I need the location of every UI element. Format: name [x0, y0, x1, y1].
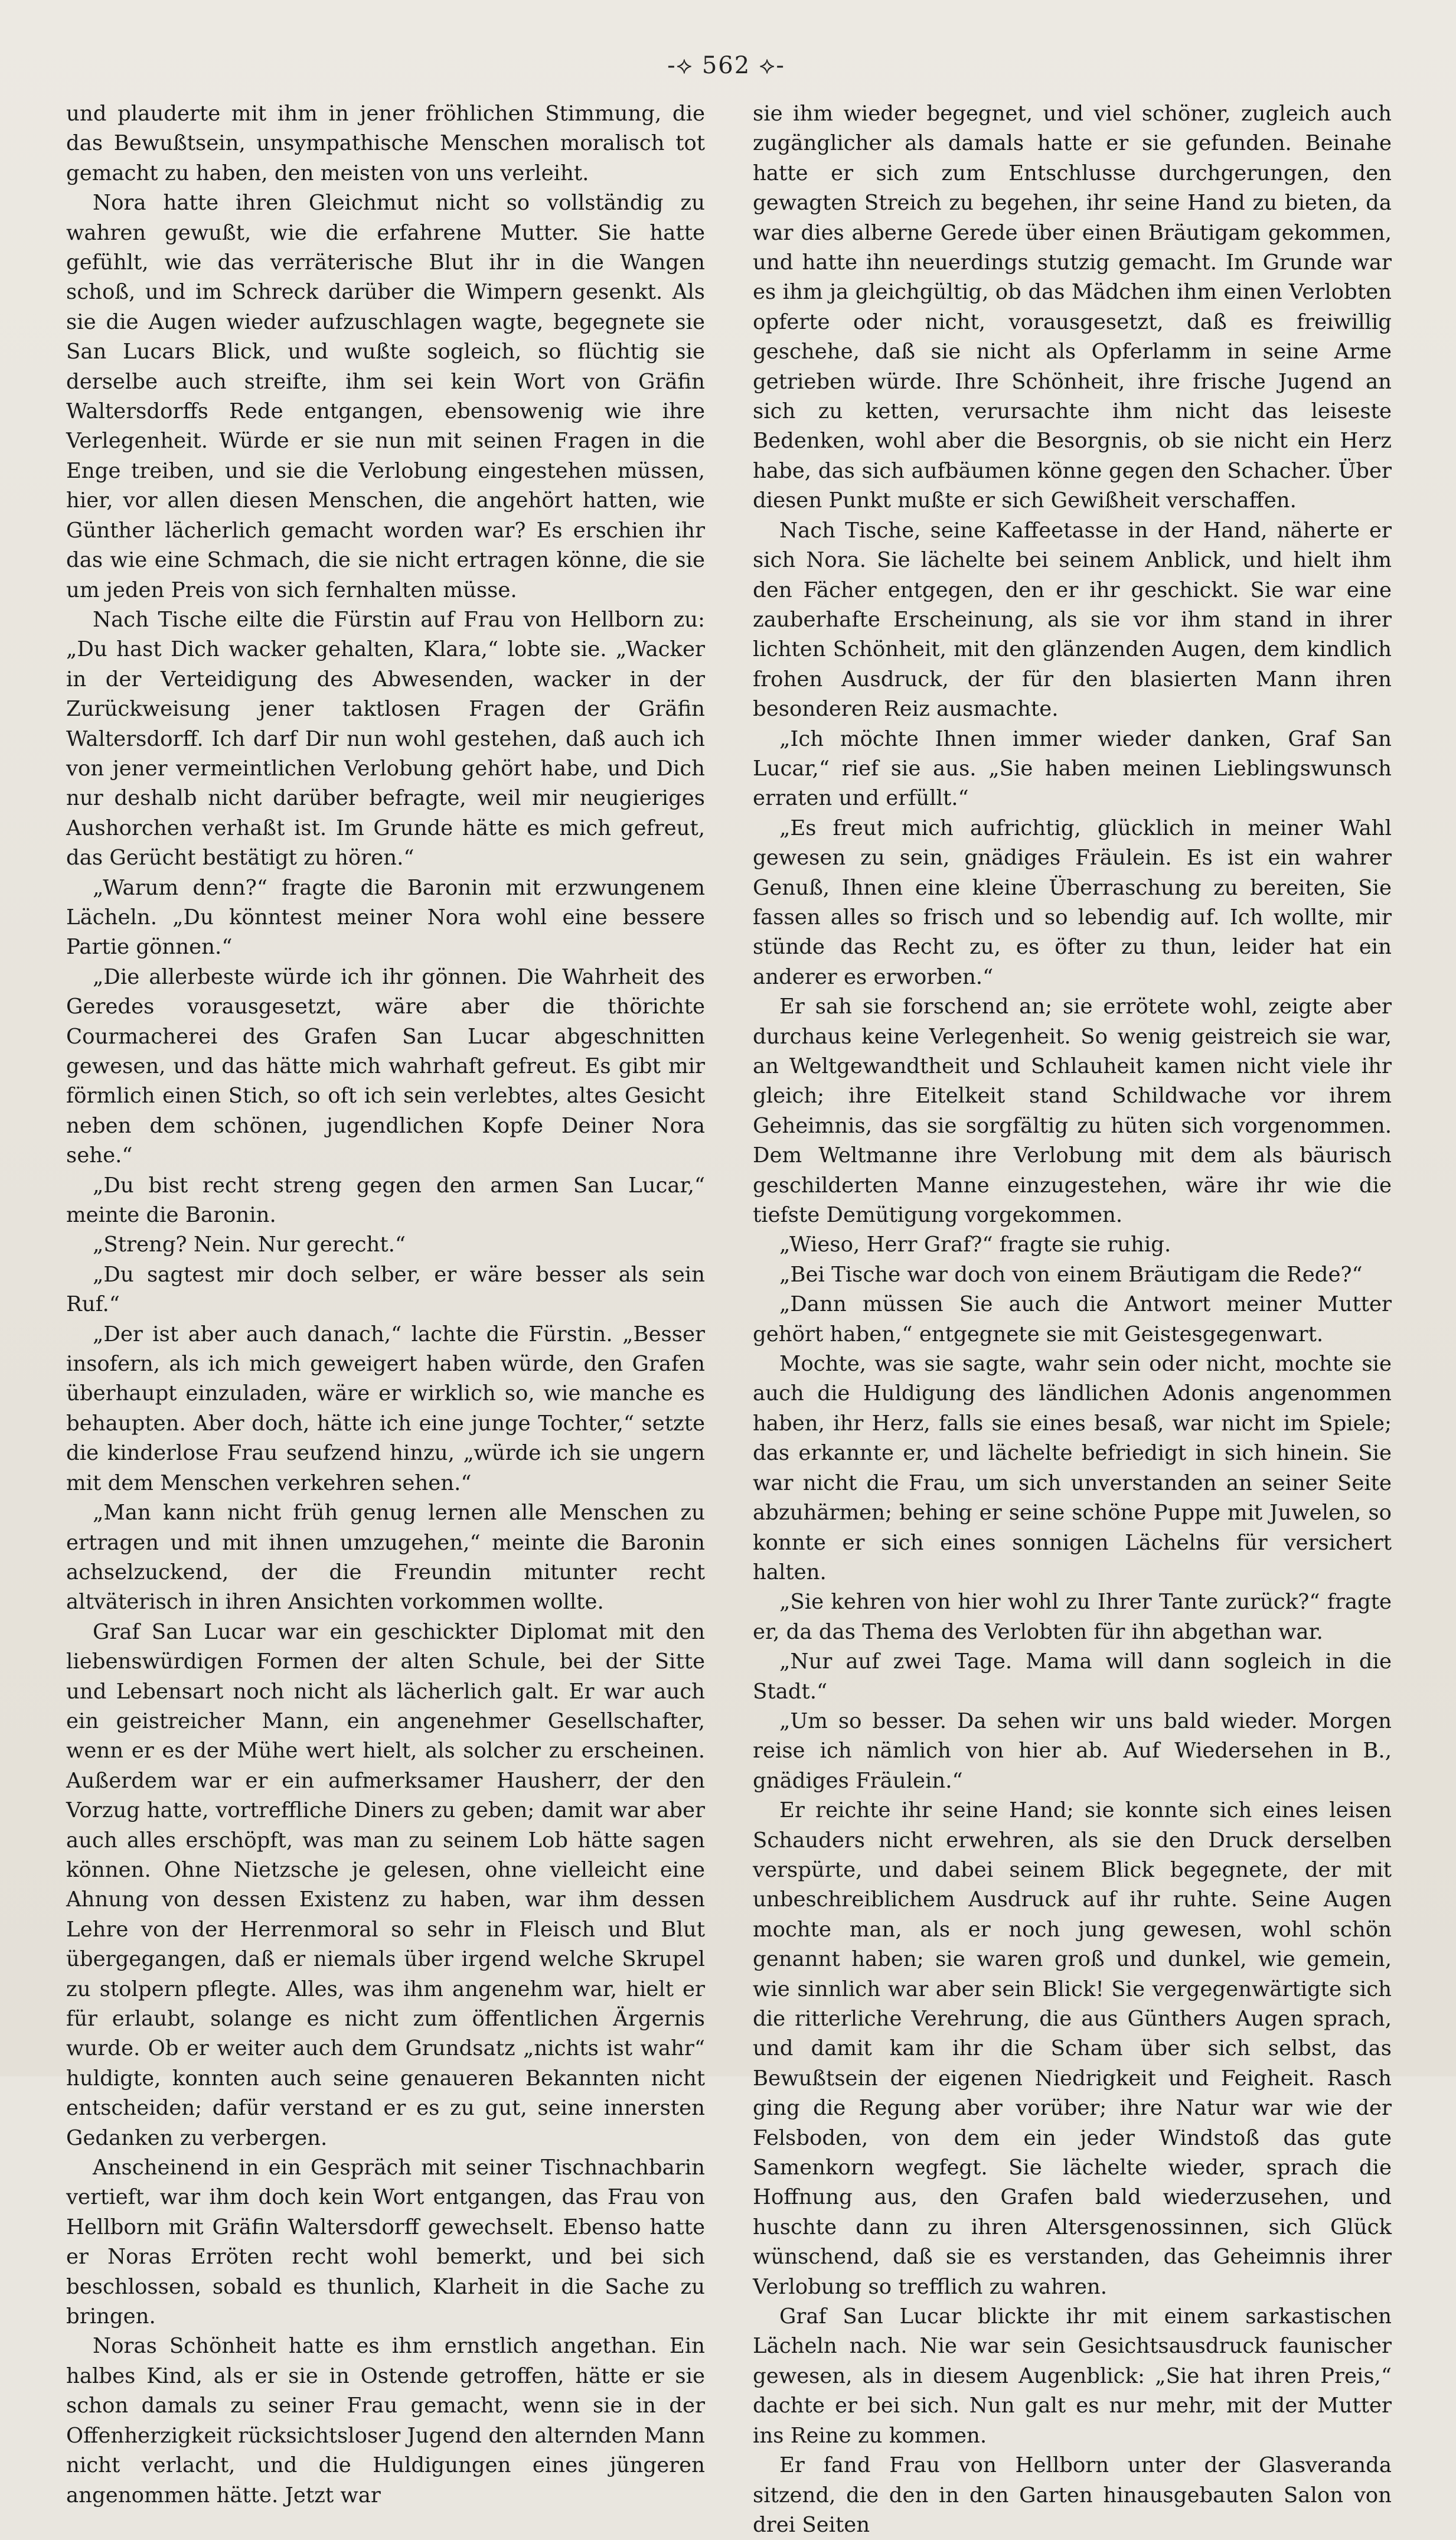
paragraph: „Du bist recht streng gegen den armen San Lucar,“ meinte die Baronin. [66, 1173, 705, 1228]
paragraph: „Dann müssen Sie auch die Antwort meiner Mutter gehört haben,“ entgegnete sie mit Geistesgegenwart. [753, 1292, 1392, 1346]
paragraph: Graf San Lucar blickte ihr mit einem sarkastischen Lächeln nach. Nie war sein Gesichtsausdruck faunischer gewesen, als in diesem Augenblick: „Sie hat ihren Preis,“ dachte er bei sich. Nun galt es nur mehr, mit der Mutter ins Reine zu kommen. [753, 2304, 1392, 2448]
page-number [638, 52, 815, 79]
page-number-value: 562 [701, 52, 751, 79]
paragraph: Nora hatte ihren Gleichmut nicht so vollständig zu wahren gewußt, wie die erfahrene Mutter. Sie hatte gefühlt, wie das verräterische Blut ihr in die Wangen schoß, und im Schreck darüber die Wimpern gesenkt. Als sie die Augen wieder aufzuschlagen wagte, begegnete sie San Lucars Blick, und wußte sogleich, so flüchtig sie derselbe auch streifte, ihm sei kein Wort von Gräfin Waltersdorffs Rede entgangen, ebensowenig wie ihre Verlegenheit. Würde er sie nun mit seinen Fragen in die Enge treiben, und sie die Verlobung eingestehen müssen, hier, vor allen diesen Menschen, die angehört hatten, wie Günther lächerlich gemacht worden war? Es erschien ihr das wie eine Schmach, die sie nicht ertragen könne, die sie um jeden Preis von sich fernhalten müsse. [66, 191, 705, 602]
paragraph: Nach Tische, seine Kaffeetasse in der Hand, näherte er sich Nora. Sie lächelte bei seinem Anblick, und hielt ihm den Fächer entgegen, den er ihr geschickt. Sie war eine zauberhafte Erscheinung, als sie vor ihm stand in ihrer lichten Schönheit, mit den glänzenden Augen, dem kindlich frohen Ausdruck, der für den blasierten Mann ihren besonderen Reiz ausmachte. [753, 518, 1392, 722]
paragraph: „Der ist aber auch danach,“ lachte die Fürstin. „Besser insofern, als ich mich geweigert haben würde, den Grafen überhaupt einzuladen, wäre er wirklich so, wie manche es behaupten. Aber doch, hätte ich eine junge Tochter,“ setzte die kinderlose Frau seufzend hinzu, „würde ich sie ungern mit dem Menschen verkehren sehen.“ [66, 1322, 705, 1495]
paragraph: „Sie kehren von hier wohl zu Ihrer Tante zurück?“ fragte er, da das Thema des Verlobten für ihn abgethan war. [753, 1590, 1392, 1644]
paragraph: und plauderte mit ihm in jener fröhlichen Stimmung, die das Bewußtsein, unsympathische Menschen moralisch tot gemacht zu haben, den meisten von uns verleiht. [66, 102, 705, 185]
paragraph: „Warum denn?“ fragte die Baronin mit erzwungenem Lächeln. „Du könntest meiner Nora wohl eine bessere Partie gönnen.“ [66, 875, 705, 960]
paragraph: „Nur auf zwei Tage. Mama will dann sogleich in die Stadt.“ [753, 1649, 1392, 1704]
paragraph: sie ihm wieder begegnet, und viel schöner, zugleich auch zugänglicher als damals hatte er sie gefunden. Beinahe hatte er sich zum Entschlusse durchgerungen, den gewagten Streich zu begehen, ihr seine Hand zu bieten, da war dies alberne Gerede über einen Bräutigam gekommen, und hatte ihn neuerdings stutzig gemacht. Im Grunde war es ihm ja gleichgültig, ob das Mädchen ihm einen Verlobten opferte oder nicht, vorausgesetzt, daß es freiwillig geschehe, daß sie nicht als Opferlamm in seine Arme getrieben würde. Ihre Schönheit, ihre frische Jugend an sich zu ketten, verursachte ihm nicht das leiseste Bedenken, wohl aber die Besorgnis, ob sie nicht ein Herz habe, das sich aufbäumen könne gegen den Schacher. Über diesen Punkt mußte er sich Gewißheit verschaffen. [753, 102, 1392, 513]
paragraph: Nach Tische eilte die Fürstin auf Frau von Hellborn zu: „Du hast Dich wacker gehalten, Klara,“ lobte sie. „Wacker in der Verteidigung des Abwesenden, wacker in der Zurückweisung jener taktlosen Fragen der Gräfin Waltersdorff. Ich darf Dir nun wohl gestehen, daß auch ich von jener vermeintlichen Verlobung gehört habe, und Dich nur deshalb nicht darüber befragte, weil mir neugieriges Aushorchen verhaßt ist. Im Grunde hätte es mich gefreut, das Gerücht bestätigt zu hören.“ [66, 607, 705, 870]
paragraph: „Die allerbeste würde ich ihr gönnen. Die Wahrheit des Geredes vorausgesetzt, wäre aber die thörichte Courmacherei des Grafen San Lucar abgeschnitten gewesen, und das hätte mich wahrhaft gefreut. Es gibt mir förmlich einen Stich, so oft ich sein verlebtes, altes Gesicht neben dem schönen, jugendlichen Kopfe Deiner Nora sehe.“ [66, 964, 705, 1168]
paragraph: „Ich möchte Ihnen immer wieder danken, Graf San Lucar,“ rief sie aus. „Sie haben meinen Lieblingswunsch erraten und erfüllt.“ [753, 726, 1392, 811]
ornament-left: -⟡ [667, 52, 694, 79]
paragraph: Anscheinend in ein Gespräch mit seiner Tischnachbarin vertieft, war ihm doch kein Wort entgangen, das Frau von Hellborn mit Gräfin Waltersdorff gewechselt. Ebenso hatte er Noras Erröten recht wohl bemerkt, und bei sich beschlossen, sobald es thunlich, Klarheit in die Sache zu bringen. [66, 2156, 705, 2329]
paragraph: „Man kann nicht früh genug lernen alle Menschen zu ertragen und mit ihnen umzugehen,“ meinte die Baronin achselzuckend, der die Freundin mitunter recht altväterisch in ihren Ansichten vorkommen wollte. [66, 1501, 705, 1615]
ornament-right: ⟡- [759, 52, 785, 79]
paragraph: Graf San Lucar war ein geschickter Diplomat mit den liebenswürdigen Formen der alten Schule, bei der Sitte und Lebensart noch nicht als lächerlich galt. Er war auch ein geistreicher Mann, ein angenehmer Gesellschafter, wenn er es der Mühe wert hielt, als solcher zu erscheinen. Außerdem war er ein aufmerksamer Hausherr, der den Vorzug hatte, vortreffliche Diners zu geben; damit war aber auch alles erschöpft, was man zu seinem Lob hätte sagen können. Ohne Nietzsche je gelesen, ohne vielleicht eine Ahnung von dessen Existenz zu haben, war ihm dessen Lehre von der Herrenmoral so sehr in Fleisch und Blut übergegangen, daß er niemals über irgend welche Skrupel zu stolpern pflegte. Alles, was ihm angenehm war, hielt er für erlaubt, solange es nicht zum öffentlichen Ärgernis wurde. Ob er weiter auch dem Grundsatz „nichts ist wahr“ huldigte, konnten auch seine genaueren Bekannten nicht entscheiden; dafür verstand er es zu gut, seine innersten Gedanken zu verbergen. [66, 1619, 705, 2150]
paragraph: Er reichte ihr seine Hand; sie konnte sich eines leisen Schauders nicht erwehren, als sie den Druck derselben verspürte, und dabei seinem Blick begegnete, der mit unbeschreiblichem Ausdruck auf ihr ruhte. Seine Augen mochte man, als er noch jung gewesen, wohl schön genannt haben; sie waren groß und dunkel, wie gemein, wie sinnlich war aber sein Blick! Sie vergegenwärtigte sich die ritterliche Verehrung, die aus Günthers Augen sprach, und damit kam ihr die Scham über sich selbst, das Bewußtsein der eigenen Niedrigkeit und Feigheit. Rasch ging die Regung aber vorüber; ihre Natur war wie der Felsboden, von dem ein jeder Windstoß das gute Samenkorn wegfegt. Sie lächelte wieder, sprach die Hoffnung aus, den Grafen bald wiederzusehen, und huschte dann zu ihren Altersgenossinnen, sich Glück wünschend, daß sie es verstanden, das Geheimnis ihrer Verlobung so trefflich zu wahren. [753, 1798, 1392, 2299]
paragraph: „Bei Tische war doch von einem Bräutigam die Rede?“ [779, 1262, 1363, 1287]
paragraph: Er sah sie forschend an; sie errötete wohl, zeigte aber durchaus keine Verlegenheit. So wenig geistreich sie war, an Weltgewandtheit und Schlauheit kamen nicht viele ihr gleich; ihre Eitelkeit stand Schildwache vor ihrem Geheimnis, das sie sorgfältig zu hüten sich vorgenommen. Dem Weltmanne ihre Verlobung mit dem als bäurisch geschilderten Manne einzugestehen, wäre ihr wie die tiefste Demütigung vorgekommen. [753, 995, 1392, 1228]
paragraph: „Streng? Nein. Nur gerecht.“ [93, 1232, 406, 1257]
paragraph: Noras Schönheit hatte es ihm ernstlich angethan. Ein halbes Kind, als er sie in Ostende getroffen, hätte er sie schon damals zu seiner Frau gemacht, wenn sie in der Offenherzigkeit rücksichtsloser Jugend den alternden Mann nicht verlacht, und die Huldigungen eines jüngeren angenommen hätte. Jetzt war [66, 2334, 705, 2508]
paragraph: „Es freut mich aufrichtig, glücklich in meiner Wahl gewesen zu sein, gnädiges Fräulein. Es ist ein wahrer Genuß, Ihnen eine kleine Überraschung zu bereiten, Sie fassen alles so frisch und so lebendig auf. Ich wollte, mir stünde das Recht zu, es öfter zu thun, leider hat ein anderer es erworben.“ [753, 816, 1392, 989]
paragraph: „Wieso, Herr Graf?“ fragte sie ruhig. [779, 1232, 1171, 1257]
paragraph: „Du sagtest mir doch selber, er wäre besser als sein Ruf.“ [66, 1262, 705, 1317]
paragraph: Er fand Frau von Hellborn unter der Glasveranda sitzend, die den in den Garten hinausgebauten Salon von drei Seiten [753, 2453, 1392, 2537]
left-column [66, 99, 705, 2510]
paragraph: „Um so besser. Da sehen wir uns bald wieder. Morgen reise ich nämlich von hier ab. Auf Wiedersehen in B., gnädiges Fräulein.“ [753, 1708, 1392, 1793]
right-column [753, 99, 1392, 2540]
paragraph: Mochte, was sie sagte, wahr sein oder nicht, mochte sie auch die Huldigung des ländlichen Adonis angenommen haben, ihr Herz, falls sie eines besaß, war nicht im Spiele; das erkannte er, und lächelte befriedigt in sich hinein. Sie war nicht die Frau, um sich unverstanden an seiner Seite abzuhärmen; behing er seine schöne Puppe mit Juwelen, so konnte er sich eines sonnigen Lächelns für versichert halten. [753, 1352, 1392, 1584]
